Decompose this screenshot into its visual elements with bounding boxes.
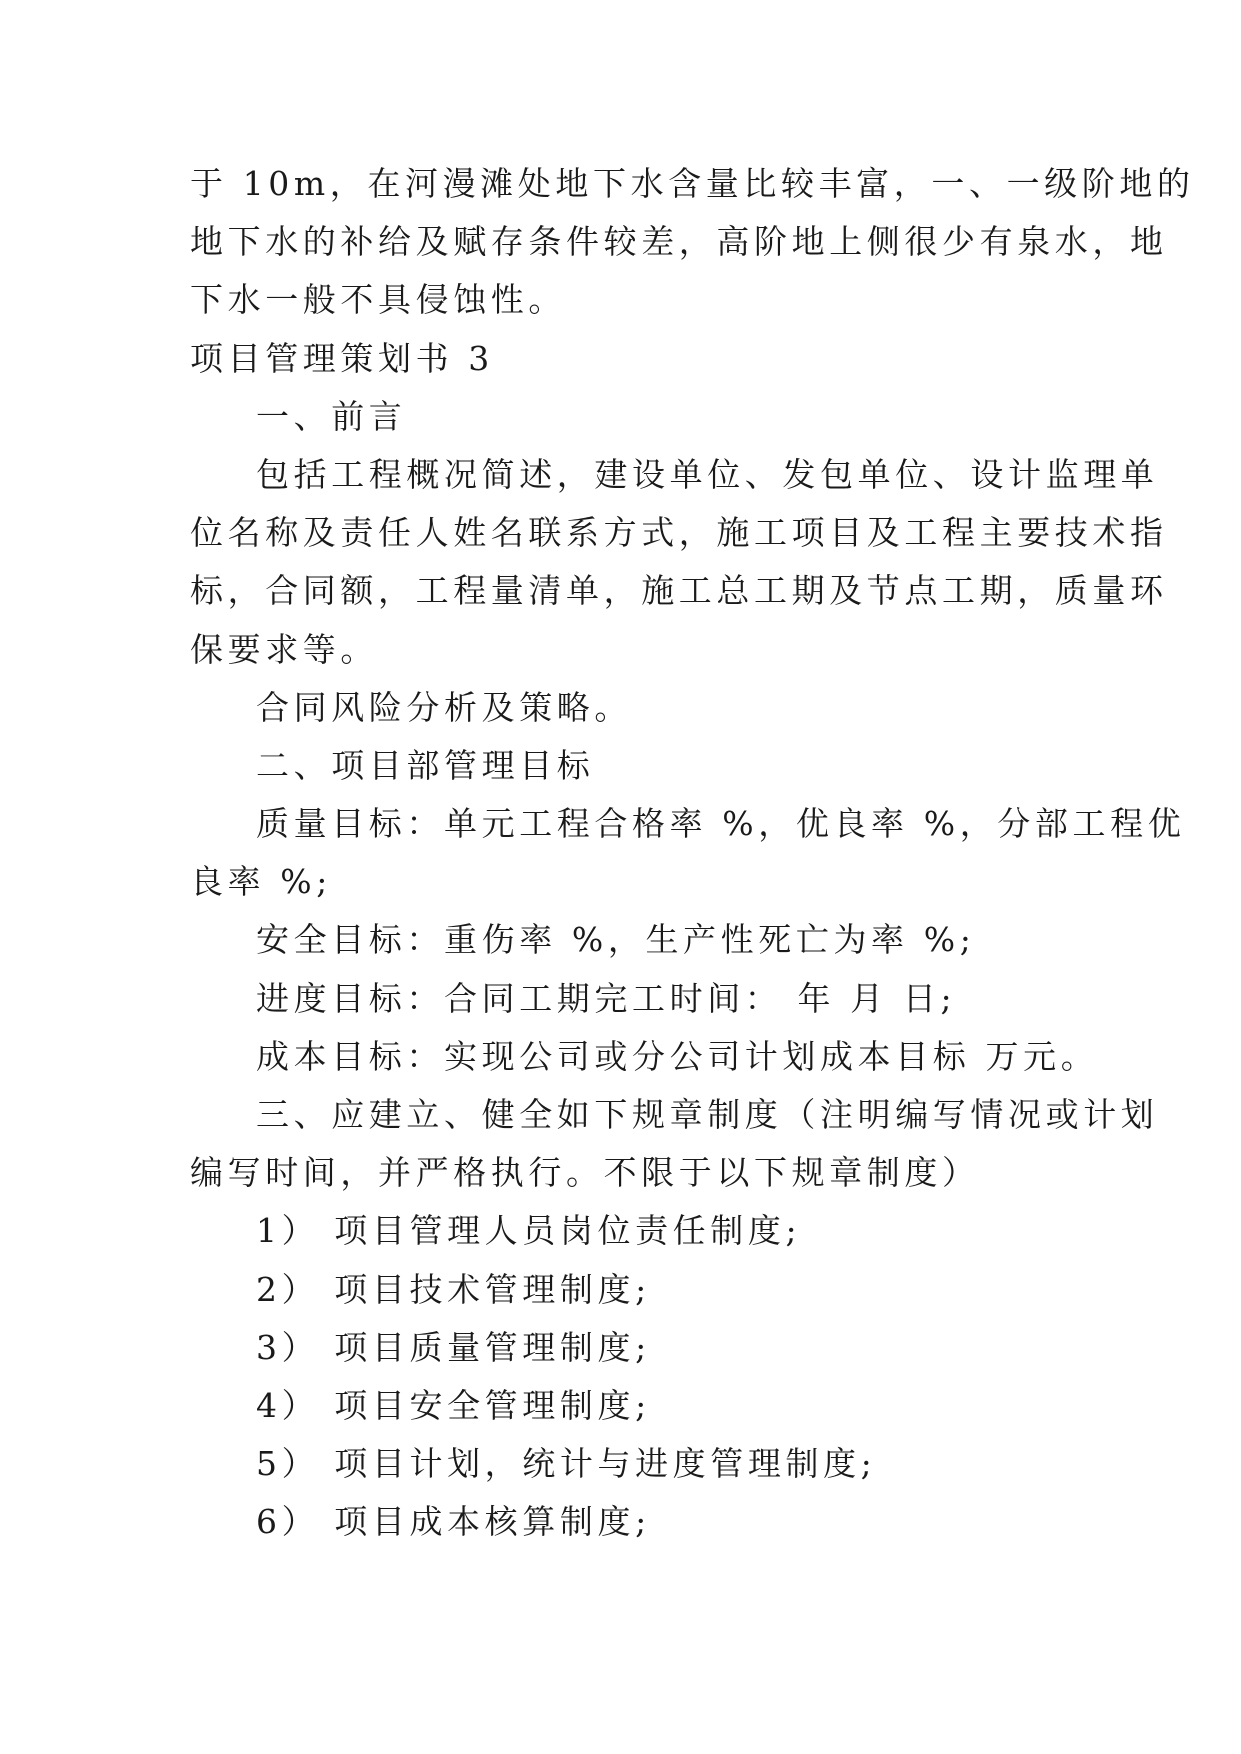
section-heading: 二、项目部管理目标 <box>256 745 595 785</box>
section-heading: 三、应建立、健全如下规章制度（注明编写情况或计划 <box>256 1095 1159 1134</box>
paragraph-line: 位名称及责任人姓名联系方式，施工项目及工程主要技术指 <box>190 513 1168 553</box>
paragraph-line: 于 10m，在河漫滩处地下水含量比较丰富，一、一级阶地的 <box>190 164 1195 203</box>
paragraph-line: 下水一般不具侵蚀性。 <box>190 280 566 320</box>
document-page <box>190 155 1195 1552</box>
paragraph-line: 包括工程概况简述，建设单位、发包单位、设计监理单 <box>256 454 1159 494</box>
paragraph-line: 安全目标：重伤率 %，生产性死亡为率 %; <box>256 920 976 960</box>
paragraph-line: 质量目标：单元工程合格率 %，优良率 %，分部工程优 <box>256 804 1186 844</box>
list-item: 6） 项目成本核算制度; <box>256 1502 651 1542</box>
list-item: 5） 项目计划，统计与进度管理制度; <box>256 1444 877 1484</box>
list-item: 1） 项目管理人员岗位责任制度; <box>256 1211 802 1251</box>
list-item: 4） 项目安全管理制度; <box>256 1385 651 1425</box>
paragraph-line: 编写时间，并严格执行。不限于以下规章制度） <box>190 1153 980 1193</box>
paragraph-line: 良率 %; <box>190 862 332 902</box>
document-heading: 项目管理策划书 3 <box>190 338 494 378</box>
section-heading: 一、前言 <box>256 396 407 436</box>
paragraph-line: 合同风险分析及策略。 <box>256 687 632 727</box>
list-item: 2） 项目技术管理制度; <box>256 1269 651 1309</box>
paragraph-line: 成本目标：实现公司或分公司计划成本目标 万元。 <box>256 1036 1099 1076</box>
paragraph-line: 保要求等。 <box>190 629 378 669</box>
paragraph-line: 地下水的补给及赋存条件较差，高阶地上侧很少有泉水，地 <box>190 222 1168 262</box>
paragraph-line: 标，合同额，工程量清单，施工总工期及节点工期，质量环 <box>190 571 1168 611</box>
list-item: 3） 项目质量管理制度; <box>256 1327 651 1367</box>
paragraph-line: 进度目标：合同工期完工时间： 年 月 日; <box>256 978 957 1018</box>
